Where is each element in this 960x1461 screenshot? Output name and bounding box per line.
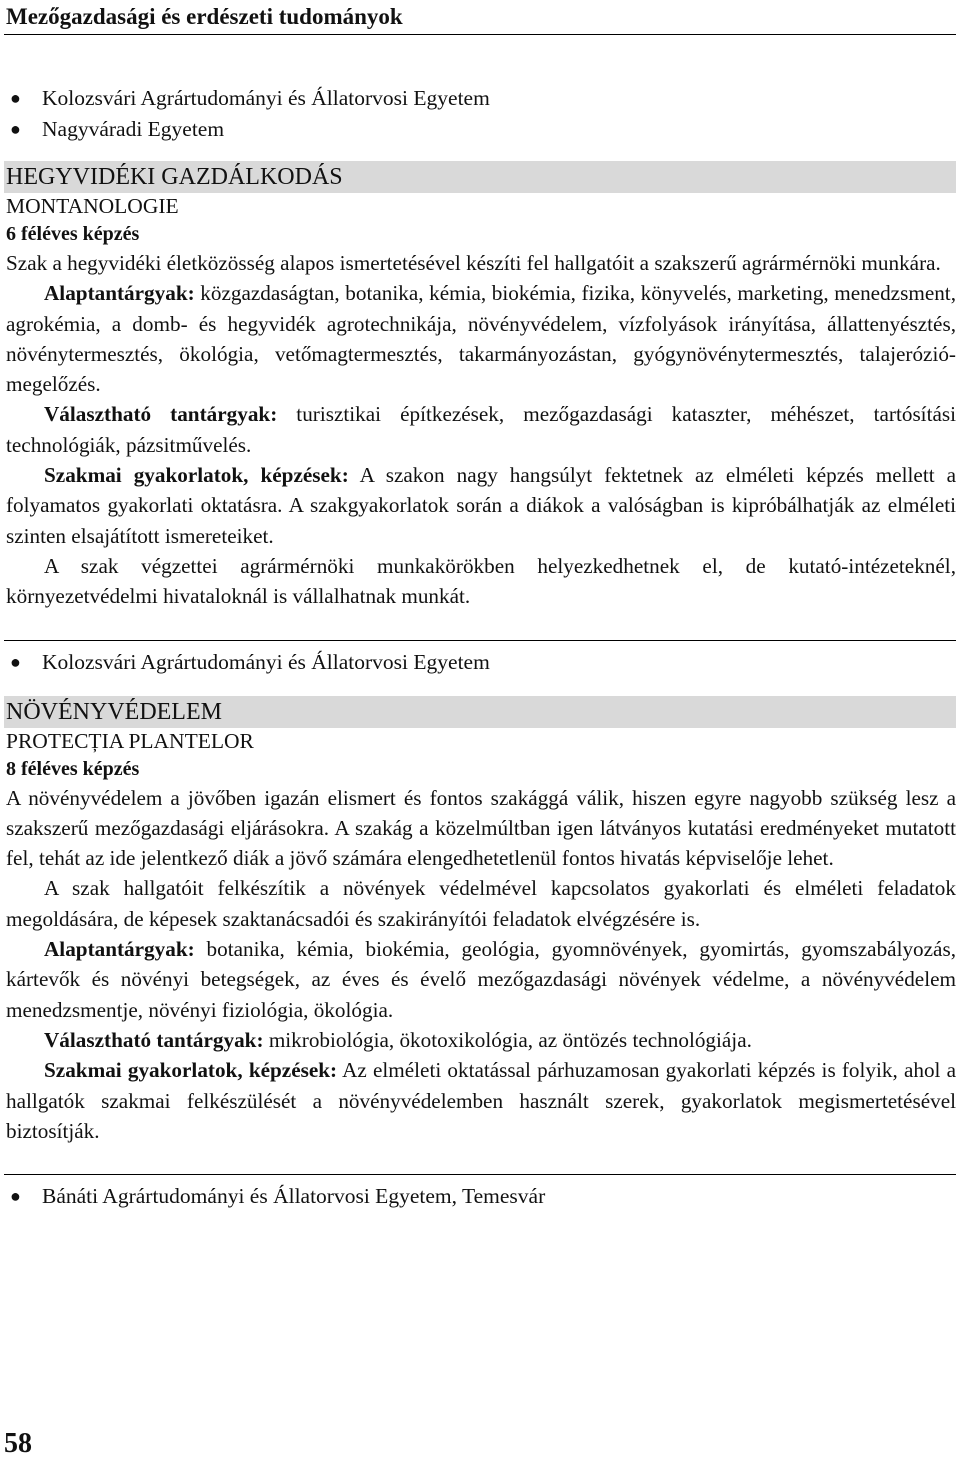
program-subtitle: MONTANOLOGIE [6, 194, 179, 218]
page-header: Mezőgazdasági és erdészeti tudományok [4, 0, 956, 35]
practice-info: Szakmai gyakorlatok, képzések: Az elméleti oktatással párhuzamosan gyakorlati képzés is folyik, ahol a hallgatók szakmai felkészülését a növényvédelemben használt szerek, gyakorlatok megismertetésével biztosítják. [6, 1058, 957, 1143]
university-item: ● Kolozsvári Agrártudományi és Állatorvosi Egyetem [4, 647, 956, 678]
program-subtitle: PROTECȚIA PLANTELOR [6, 728, 254, 753]
bullet-icon: ● [10, 88, 21, 108]
page-number: 58 [4, 1428, 32, 1459]
bullet-icon: ● [10, 1186, 21, 1207]
bullet-icon: ● [10, 651, 21, 672]
bullet-icon: ● [10, 119, 21, 139]
career-info: A szak végzettei agrármérnöki munkakörökben helyezkedhetnek el, de kutató-intézeteknél, környezetvédelmi hivataloknál is vállalhatnak munkát. [6, 553, 956, 609]
program-intro: Szak a hegyvidéki életközösség alapos ismertetésével készíti fel hallgatóit a szakszerű agrármérnöki munkára. [6, 251, 941, 275]
university-list [4, 83, 956, 145]
program-title: HEGYVIDÉKI GAZDÁLKODÁS [4, 161, 956, 193]
program-intro-2: A szak hallgatóit felkészítik a növények védelmével kapcsolatos gyakorlati és elméleti feladatok megoldására, de képesek szaktanácsadói és szakirányítói feladatok elvégzésére is. [6, 876, 956, 931]
elective-subjects: Választható tantárgyak: mikrobiológia, ökotoxikológia, az öntözés technológiája. [44, 1027, 752, 1052]
program-intro: A növényvédelem a jövőben igazán elismert és fontos szakággá válik, hiszen egyre nagyobb szükség lesz a szakszerű mezőgazdasági eljárásokra. A szakág a közelmúltban igen látványos kutatási eredményeket mutatott fel, tehát az ide jelentkező diák a jövő számára elengedhetetlenül fontos hivatás képviselője lehet. [6, 785, 956, 871]
university-item: ● Kolozsvári Agrártudományi és Állatorvosi Egyetem [4, 83, 956, 114]
university-item: ● Bánáti Agrártudományi és Állatorvosi Egyetem, Temesvár [4, 1181, 956, 1212]
core-subjects: Alaptantárgyak: botanika, kémia, biokémia, geológia, gyomnövények, gyomirtás, gyomszabályozás, kártevők és növényi betegségek, az éves és évelő mezőgazdasági növények védelme, a növényvédelem menedzsmentje, növényi fiziológia, ökológia. [6, 937, 956, 1022]
section-divider [4, 640, 956, 641]
university-list [4, 647, 956, 678]
program-duration: 6 féléves képzés [6, 223, 140, 245]
document-page [4, 0, 956, 1212]
section-divider [4, 1174, 956, 1175]
program-duration: 8 féléves képzés [6, 757, 140, 780]
elective-subjects: Választható tantárgyak: turisztikai építkezések, mezőgazdasági kataszter, méhészet, tartósítási technológiák, pázsitművelés. [6, 402, 956, 457]
practice-info: Szakmai gyakorlatok, képzések: A szakon nagy hangsúlyt fektetnek az elméleti képzés mellett a folyamatos gyakorlati oktatásra. A szakgyakorlatok során a diákok a valóságban is kipróbálhatják az elméleti szinten elsajátított ismereteiket. [6, 463, 957, 548]
core-subjects: Alaptantárgyak: közgazdaságtan, botanika, kémia, biokémia, fizika, könyvelés, marketing, menedzsment, agrokémia, a domb- és hegyvidék agrotechnikája, növényvédelem, vízfolyások irányítása, állattenyésztés, növénytermesztés, ökológia, vetőmagtermesztés, takarmányozástan, gyógynövénytermesztés, talajerózió-megelőzés. [6, 281, 956, 397]
university-list [4, 1181, 956, 1212]
university-item: ● Nagyváradi Egyetem [4, 114, 956, 145]
program-title: NÖVÉNYVÉDELEM [4, 696, 956, 728]
